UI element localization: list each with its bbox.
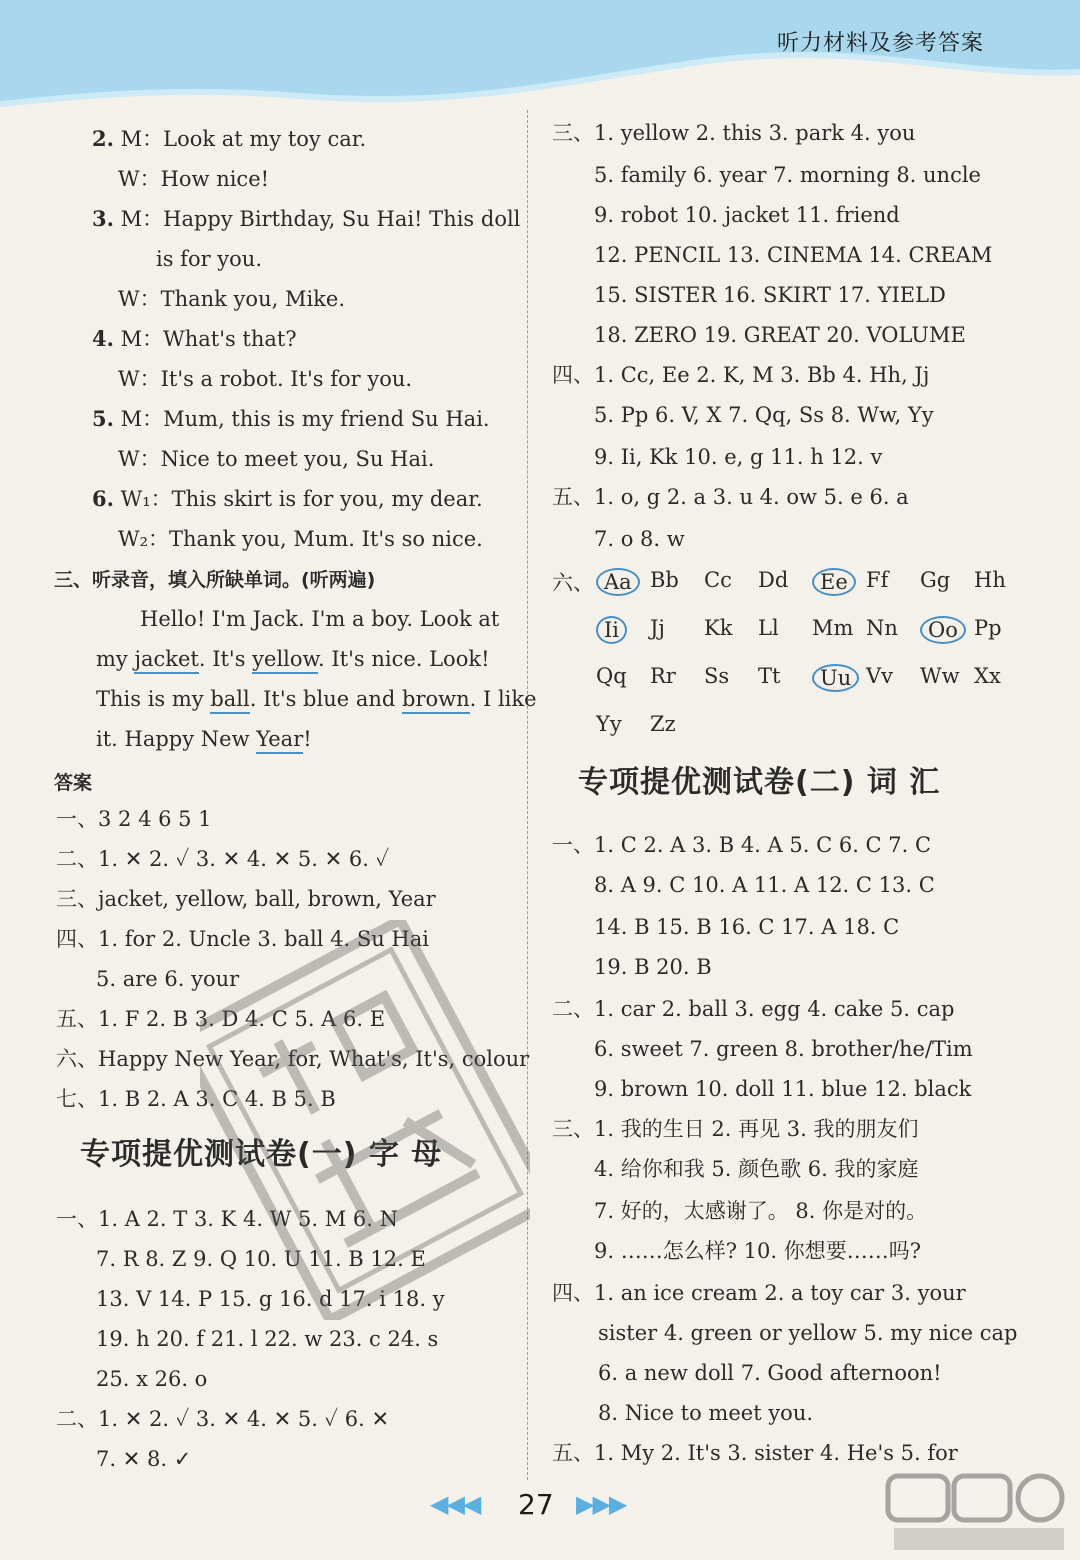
letter: Kk	[704, 616, 733, 640]
answer-line: 18. ZERO 19. GREAT 20. VOLUME	[594, 323, 966, 347]
transcript-line: 6. W₁：This skirt is for you, my dear.	[92, 486, 483, 511]
letter: Qq	[596, 664, 627, 688]
stamp-seal	[200, 920, 530, 1320]
letter: Cc	[704, 568, 732, 592]
letter: Bb	[650, 568, 679, 592]
section-heading: 三、听录音，填入所缺单词。(听两遍)	[54, 569, 376, 591]
passage-line: This is my ball. It's blue and brown. I like	[96, 684, 537, 714]
answer-line: 14. B 15. B 16. C 17. A 18. C	[594, 915, 900, 939]
letter-grid	[596, 568, 1036, 748]
transcript-line: W：How nice!	[118, 167, 270, 191]
answer-word: yellow	[252, 647, 318, 674]
page-number: 27	[518, 1488, 554, 1521]
circled-letter: Ee	[812, 568, 856, 596]
letter: Pp	[974, 616, 1002, 640]
passage-line: Hello! I'm Jack. I'm a boy. Look at	[140, 607, 500, 631]
letter: Gg	[920, 568, 951, 592]
answer-line: 五、1. o, g 2. a 3. u 4. ow 5. e 6. a	[552, 485, 909, 509]
letter: Xx	[974, 664, 1001, 688]
header-title: 听力材料及参考答案	[776, 31, 984, 56]
answer-line: 6. sweet 7. green 8. brother/he/Tim	[594, 1037, 973, 1061]
answer-line: 三、1. yellow 2. this 3. park 4. you	[552, 121, 916, 145]
letter: Zz	[650, 712, 676, 736]
answer-line: 9. Ii, Kk 10. e, g 11. h 12. v	[594, 445, 883, 469]
answer-line: 25. x 26. o	[96, 1367, 208, 1391]
circled-letter: Oo	[920, 616, 966, 644]
answer-line: 二、1. car 2. ball 3. egg 4. cake 5. cap	[552, 997, 955, 1021]
answers-heading: 答案	[54, 772, 93, 794]
answer-line: 6. a new doll 7. Good afternoon!	[598, 1361, 942, 1385]
letter: Ll	[758, 616, 779, 640]
transcript-line: W：It's a robot. It's for you.	[118, 367, 413, 391]
answer-line: 五、1. My 2. It's 3. sister 4. He's 5. for	[552, 1441, 958, 1465]
answer-line: 19. B 20. B	[594, 955, 712, 979]
answer-line: 七、1. B 2. A 3. C 4. B 5. B	[56, 1087, 336, 1111]
letter: Nn	[866, 616, 898, 640]
section-label: 六、	[552, 571, 594, 595]
answer-line: 三、1. 我的生日 2. 再见 3. 我的朋友们	[552, 1117, 919, 1141]
answer-line: 一、1. A 2. T 3. K 4. W 5. M 6. N	[56, 1207, 398, 1231]
answer-line: 六、Happy New Year, for, What's, It's, colour	[56, 1047, 530, 1071]
answer-line: 7. ✕ 8. ✓	[96, 1447, 192, 1471]
answer-word: brown	[402, 687, 470, 714]
answer-line: 一、1. C 2. A 3. B 4. A 5. C 6. C 7. C	[552, 833, 932, 857]
answer-line: 8. Nice to meet you.	[598, 1401, 814, 1425]
circled-letter: Ii	[596, 616, 627, 644]
letter: Rr	[650, 664, 676, 688]
answer-line: 5. family 6. year 7. morning 8. uncle	[594, 163, 981, 187]
letter: Mm	[812, 616, 854, 640]
answer-line: 五、1. F 2. B 3. D 4. C 5. A 6. E	[56, 1007, 386, 1031]
transcript-line: 4. M：What's that?	[92, 326, 297, 351]
answer-line: 13. V 14. P 15. g 16. d 17. i 18. y	[96, 1287, 445, 1311]
answer-word: Year	[256, 727, 303, 754]
answer-line: 四、1. for 2. Uncle 3. ball 4. Su Hai	[56, 927, 429, 951]
transcript-line: W₂：Thank you, Mum. It's so nice.	[118, 527, 483, 551]
circled-letter: Uu	[812, 664, 859, 692]
circled-letter: Aa	[596, 568, 640, 596]
watermark-logo	[884, 1470, 1074, 1556]
answer-line: 5. Pp 6. V, X 7. Qq, Ss 8. Ww, Yy	[594, 403, 934, 427]
answer-line: 二、1. ✕ 2. ✓ 3. ✕ 4. ✕ 5. ✕ 6. ✓	[56, 847, 390, 871]
answer-line: 7. R 8. Z 9. Q 10. U 11. B 12. E	[96, 1247, 426, 1271]
letter: Yy	[596, 712, 622, 736]
answer-line: 三、jacket, yellow, ball, brown, Year	[56, 887, 436, 911]
answer-line: 15. SISTER 16. SKIRT 17. YIELD	[594, 283, 946, 307]
test2-title: 专项提优测试卷(二) 词 汇	[578, 765, 941, 800]
answer-line: 9. robot 10. jacket 11. friend	[594, 203, 900, 227]
letter: Ff	[866, 568, 889, 592]
answer-line: 四、1. an ice cream 2. a toy car 3. your	[552, 1281, 966, 1305]
letter: Hh	[974, 568, 1006, 592]
header-band	[0, 0, 1080, 120]
answer-line: sister 4. green or yellow 5. my nice cap	[598, 1321, 1018, 1345]
answer-line: 9. brown 10. doll 11. blue 12. black	[594, 1077, 972, 1101]
transcript-line: is for you.	[156, 247, 263, 271]
letter: Ss	[704, 664, 730, 688]
answer-line: 9. ……怎么样? 10. 你想要……吗?	[594, 1239, 921, 1263]
transcript-line: W：Nice to meet you, Su Hai.	[118, 447, 435, 471]
transcript-line: 2. M：Look at my toy car.	[92, 126, 367, 151]
passage-line: my jacket. It's yellow. It's nice. Look!	[96, 644, 490, 674]
answer-word: ball	[210, 687, 249, 714]
letter: Tt	[758, 664, 781, 688]
answer-line: 5. are 6. your	[96, 967, 240, 991]
transcript-line: W：Thank you, Mike.	[118, 287, 345, 311]
answer-line: 一、3 2 4 6 5 1	[56, 807, 212, 831]
letter: Dd	[758, 568, 789, 592]
letter: Jj	[650, 616, 665, 640]
transcript-line: 3. M：Happy Birthday, Su Hai! This doll	[92, 206, 521, 231]
answer-line: 4. 给你和我 5. 颜色歌 6. 我的家庭	[594, 1157, 919, 1181]
transcript-line: 5. M：Mum, this is my friend Su Hai.	[92, 406, 490, 431]
letter: Vv	[866, 664, 894, 688]
passage-line: it. Happy New Year!	[96, 724, 312, 754]
answer-line: 二、1. ✕ 2. ✓ 3. ✕ 4. ✕ 5. ✓ 6. ✕	[56, 1407, 390, 1431]
next-arrows-icon: ▶▶▶	[576, 1490, 626, 1518]
answer-word: jacket	[134, 647, 198, 674]
answer-line: 7. 好的，太感谢了。 8. 你是对的。	[594, 1199, 928, 1223]
letter: Ww	[920, 664, 960, 688]
prev-arrows-icon: ◀◀◀	[430, 1490, 480, 1518]
answer-line: 19. h 20. f 21. l 22. w 23. c 24. s	[96, 1327, 439, 1351]
answer-line: 8. A 9. C 10. A 11. A 12. C 13. C	[594, 873, 935, 897]
test1-title: 专项提优测试卷(一) 字 母	[80, 1137, 443, 1172]
answer-line: 四、1. Cc, Ee 2. K, M 3. Bb 4. Hh, Jj	[552, 363, 930, 387]
answer-line: 7. o 8. w	[594, 527, 685, 551]
answer-line: 12. PENCIL 13. CINEMA 14. CREAM	[594, 243, 993, 267]
